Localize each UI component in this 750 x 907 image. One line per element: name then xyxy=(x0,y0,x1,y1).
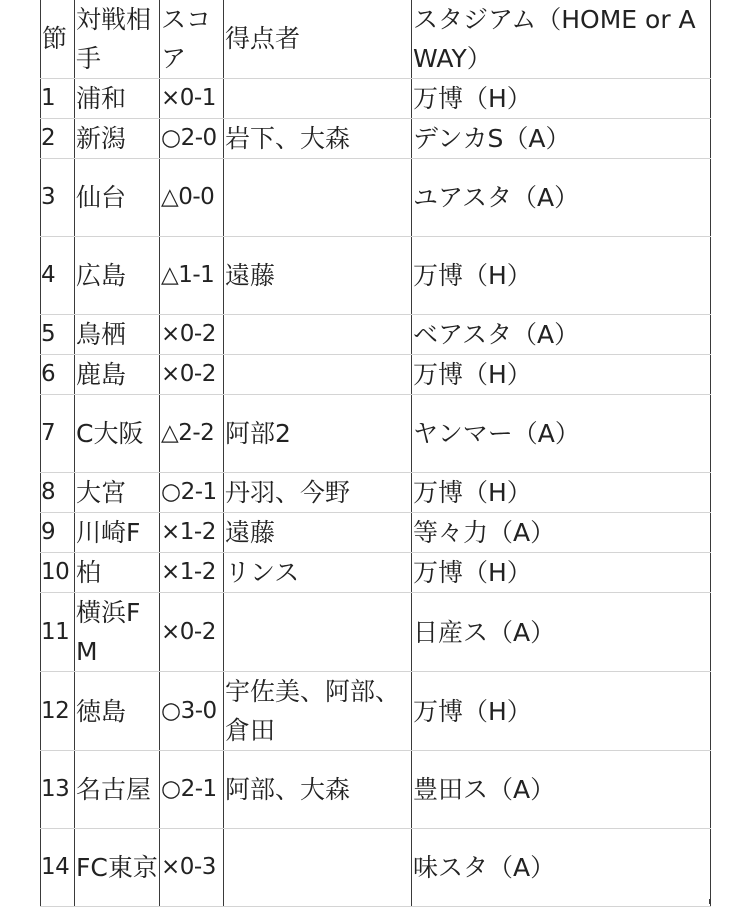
cell-opponent: 名古屋 xyxy=(75,751,160,829)
cell-scorers: 岩下、大森 xyxy=(224,119,412,159)
cell-section: 8 xyxy=(41,473,75,513)
cell-section: 1 xyxy=(41,79,75,119)
table-row xyxy=(41,395,711,473)
cell-section: 13 xyxy=(41,751,75,829)
cell-score: ×0-2 xyxy=(160,355,224,395)
cell-opponent: 仙台 xyxy=(75,159,160,237)
cell-opponent: FC東京 xyxy=(75,829,160,907)
cell-opponent: 浦和 xyxy=(75,79,160,119)
table-row xyxy=(41,553,711,593)
cell-stadium: 万博（H） xyxy=(412,672,711,751)
table-continuation-edge xyxy=(40,899,710,904)
cell-score: △1-1 xyxy=(160,237,224,315)
table-row xyxy=(41,593,711,672)
cell-section: 6 xyxy=(41,355,75,395)
cell-scorers xyxy=(224,829,412,907)
cell-stadium: 万博（H） xyxy=(412,355,711,395)
table-row xyxy=(41,355,711,395)
cell-score: ×1-2 xyxy=(160,513,224,553)
cell-opponent: 横浜FM xyxy=(75,593,160,672)
cell-opponent: 広島 xyxy=(75,237,160,315)
table-row xyxy=(41,672,711,751)
cell-opponent: 鹿島 xyxy=(75,355,160,395)
cell-scorers: 阿部、大森 xyxy=(224,751,412,829)
cell-score: ○2-1 xyxy=(160,751,224,829)
table-row xyxy=(41,473,711,513)
cell-stadium: デンカS（A） xyxy=(412,119,711,159)
cell-score: △0-0 xyxy=(160,159,224,237)
cell-scorers xyxy=(224,315,412,355)
cell-score: △2-2 xyxy=(160,395,224,473)
table-row xyxy=(41,237,711,315)
cell-scorers xyxy=(224,593,412,672)
table-header-row xyxy=(41,0,711,79)
cell-scorers: 遠藤 xyxy=(224,513,412,553)
cell-score: ○2-1 xyxy=(160,473,224,513)
cell-score: ×0-3 xyxy=(160,829,224,907)
cell-section: 4 xyxy=(41,237,75,315)
cell-section: 11 xyxy=(41,593,75,672)
cell-stadium: ヤンマー（A） xyxy=(412,395,711,473)
cell-scorers: 宇佐美、阿部、倉田 xyxy=(224,672,412,751)
cell-stadium: 万博（H） xyxy=(412,553,711,593)
cell-score: ×0-2 xyxy=(160,315,224,355)
table-row xyxy=(41,79,711,119)
cell-score: ○2-0 xyxy=(160,119,224,159)
cell-scorers: 丹羽、今野 xyxy=(224,473,412,513)
cell-stadium: 豊田ス（A） xyxy=(412,751,711,829)
cell-stadium: ユアスタ（A） xyxy=(412,159,711,237)
cell-opponent: 徳島 xyxy=(75,672,160,751)
match-results-table xyxy=(40,0,711,907)
results-table-container xyxy=(40,0,710,907)
table-row xyxy=(41,119,711,159)
table-row xyxy=(41,315,711,355)
cell-score: ×0-1 xyxy=(160,79,224,119)
cell-scorers: リンス xyxy=(224,553,412,593)
header-scorers: 得点者 xyxy=(224,0,412,79)
cell-opponent: 川崎F xyxy=(75,513,160,553)
cell-section: 7 xyxy=(41,395,75,473)
cell-section: 2 xyxy=(41,119,75,159)
cell-stadium: 等々力（A） xyxy=(412,513,711,553)
cell-score: ○3-0 xyxy=(160,672,224,751)
header-score: スコア xyxy=(160,0,224,79)
table-row xyxy=(41,159,711,237)
cell-score: ×1-2 xyxy=(160,553,224,593)
table-row xyxy=(41,829,711,907)
cell-scorers xyxy=(224,355,412,395)
cell-scorers: 阿部2 xyxy=(224,395,412,473)
cell-section: 12 xyxy=(41,672,75,751)
cell-stadium: 万博（H） xyxy=(412,79,711,119)
cell-section: 3 xyxy=(41,159,75,237)
table-row xyxy=(41,513,711,553)
cell-opponent: 鳥栖 xyxy=(75,315,160,355)
cell-stadium: 万博（H） xyxy=(412,237,711,315)
cell-opponent: 柏 xyxy=(75,553,160,593)
cell-stadium: 日産ス（A） xyxy=(412,593,711,672)
cell-scorers xyxy=(224,79,412,119)
header-opponent: 対戦相手 xyxy=(75,0,160,79)
header-stadium: スタジアム（HOME or AWAY） xyxy=(412,0,711,79)
cell-scorers: 遠藤 xyxy=(224,237,412,315)
cell-section: 5 xyxy=(41,315,75,355)
cell-section: 14 xyxy=(41,829,75,907)
cell-section: 9 xyxy=(41,513,75,553)
cell-scorers xyxy=(224,159,412,237)
cell-opponent: 新潟 xyxy=(75,119,160,159)
cell-stadium: 万博（H） xyxy=(412,473,711,513)
cell-stadium: ベアスタ（A） xyxy=(412,315,711,355)
cell-opponent: C大阪 xyxy=(75,395,160,473)
cell-section: 10 xyxy=(41,553,75,593)
cell-opponent: 大宮 xyxy=(75,473,160,513)
cell-stadium: 味スタ（A） xyxy=(412,829,711,907)
cell-score: ×0-2 xyxy=(160,593,224,672)
table-row xyxy=(41,751,711,829)
header-section: 節 xyxy=(41,0,75,79)
